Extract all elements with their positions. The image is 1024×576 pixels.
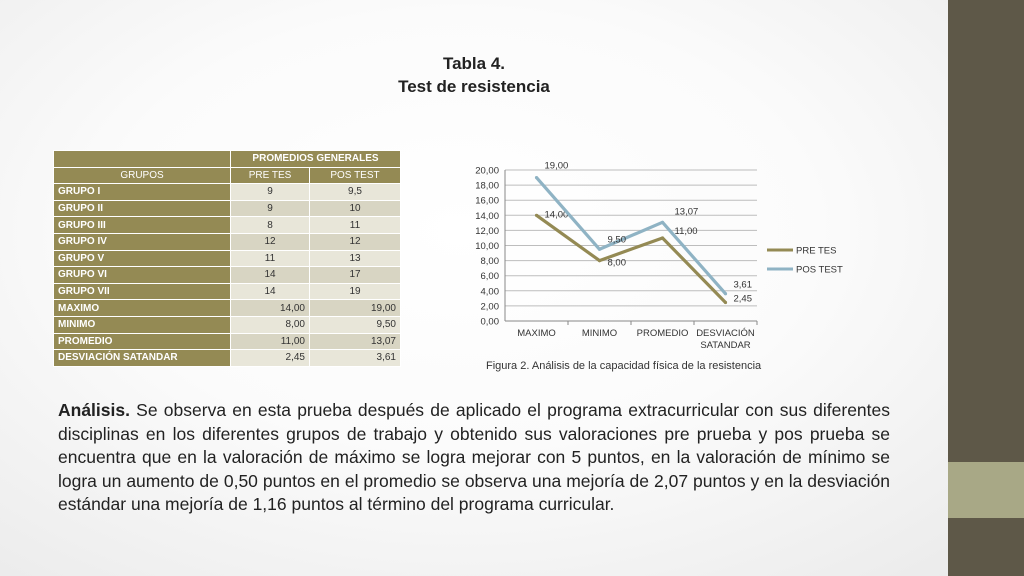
- table-row: [54, 184, 401, 201]
- row-label: GRUPO III: [54, 217, 231, 234]
- data-point: [598, 248, 601, 251]
- data-label: 19,00: [544, 160, 569, 172]
- x-tick-label: SATANDAR: [700, 340, 751, 351]
- table-row: [54, 350, 401, 367]
- table-row: [54, 333, 401, 350]
- analysis-label: Análisis.: [58, 400, 130, 420]
- row-label: GRUPO VI: [54, 267, 231, 284]
- y-tick-label: 8,00: [480, 256, 499, 268]
- y-tick-label: 12,00: [475, 225, 499, 237]
- legend-label: POS TEST: [796, 264, 843, 276]
- table-row: [54, 200, 401, 217]
- data-point: [724, 301, 727, 304]
- row-label: PROMEDIO: [54, 333, 231, 350]
- row-label: GRUPO V: [54, 250, 231, 267]
- pos-value: 11: [310, 217, 401, 234]
- side-accent: [948, 462, 1024, 518]
- table-row: [54, 316, 401, 333]
- pre-value: 8,00: [231, 316, 310, 333]
- pre-value: 2,45: [231, 350, 310, 367]
- data-point: [598, 259, 601, 262]
- pos-value: 19: [310, 283, 401, 300]
- data-label: 11,00: [674, 225, 698, 237]
- data-label: 9,50: [607, 234, 626, 246]
- table-row: [54, 267, 401, 284]
- y-tick-label: 20,00: [475, 165, 499, 177]
- data-label: 8,00: [607, 257, 626, 269]
- y-tick-label: 18,00: [475, 180, 499, 192]
- figure-caption: Figura 2. Análisis de la capacidad física de la resistencia: [486, 360, 762, 372]
- pos-value: 12: [310, 233, 401, 250]
- pos-value: 13,07: [310, 333, 401, 350]
- row-label: MINIMO: [54, 316, 231, 333]
- pos-value: 17: [310, 267, 401, 284]
- pos-value: 10: [310, 200, 401, 217]
- pos-value: 9,5: [310, 184, 401, 201]
- pre-value: 14,00: [231, 300, 310, 317]
- table-row: [54, 283, 401, 300]
- y-tick-label: 4,00: [480, 286, 499, 298]
- line-chart: [455, 155, 845, 355]
- pre-value: 14: [231, 267, 310, 284]
- x-tick-label: PROMEDIO: [636, 328, 689, 339]
- pre-value: 9: [231, 184, 310, 201]
- x-tick-label: DESVIACIÓN: [696, 328, 755, 339]
- x-tick-label: MINIMO: [581, 328, 618, 339]
- table-row: [54, 233, 401, 250]
- legend-label: PRE TES: [796, 245, 837, 257]
- row-label: DESVIACIÓN SATANDAR: [54, 350, 231, 367]
- pos-value: 9,50: [310, 316, 401, 333]
- pos-value: 13: [310, 250, 401, 267]
- data-label: 14,00: [544, 209, 569, 221]
- pre-value: 11: [231, 250, 310, 267]
- results-table: [53, 150, 401, 367]
- y-tick-label: 6,00: [480, 271, 499, 283]
- data-point: [661, 221, 664, 224]
- table-row: [54, 300, 401, 317]
- pre-value: 11,00: [231, 333, 310, 350]
- table-corner: [54, 151, 231, 168]
- pos-value: 19,00: [310, 300, 401, 317]
- data-label: 2,45: [733, 293, 752, 305]
- col-header-grupos: GRUPOS: [54, 167, 231, 184]
- pre-value: 12: [231, 233, 310, 250]
- pre-value: 9: [231, 200, 310, 217]
- data-point: [661, 236, 664, 239]
- data-label: 13,07: [674, 206, 699, 218]
- row-label: GRUPO IV: [54, 233, 231, 250]
- data-point: [535, 214, 538, 217]
- x-tick-label: MAXIMO: [517, 328, 556, 339]
- data-point: [535, 176, 538, 179]
- row-label: MAXIMO: [54, 300, 231, 317]
- table-title: Test de resistencia: [398, 77, 550, 96]
- pos-value: 3,61: [310, 350, 401, 367]
- row-label: GRUPO I: [54, 184, 231, 201]
- y-tick-label: 2,00: [480, 301, 499, 313]
- table-row: [54, 217, 401, 234]
- row-label: GRUPO VII: [54, 283, 231, 300]
- table-row: [54, 250, 401, 267]
- analysis-paragraph: [58, 399, 890, 517]
- pre-value: 8: [231, 217, 310, 234]
- col-header-pos: POS TEST: [310, 167, 401, 184]
- analysis-text: Se observa en esta prueba después de aplicado el programa extracurricular con sus diferentes disciplinas en los diferentes grupos de trabajo y obtenido sus valoraciones pre prueba y pos prueba se encuentra que en la valoración de máximo se logra mejorar con 5 puntos, en la valoración de mínimo se logra un aumento de 0,50 puntos en el promedio se observa una mejoría de 2,07 puntos y en la desviación estándar una mejoría de 1,16 puntos al término del programa curricular.: [58, 400, 890, 514]
- table-number: Tabla 4.: [442, 54, 506, 73]
- col-header-pre: PRE TES: [231, 167, 310, 184]
- y-tick-label: 10,00: [475, 241, 499, 252]
- data-point: [724, 292, 727, 295]
- y-tick-label: 14,00: [475, 210, 499, 222]
- pre-value: 14: [231, 283, 310, 300]
- y-tick-label: 0,00: [480, 316, 499, 328]
- group-header: PROMEDIOS GENERALES: [231, 151, 401, 168]
- data-label: 3,61: [733, 279, 752, 291]
- row-label: GRUPO II: [54, 200, 231, 217]
- y-tick-label: 16,00: [475, 195, 499, 207]
